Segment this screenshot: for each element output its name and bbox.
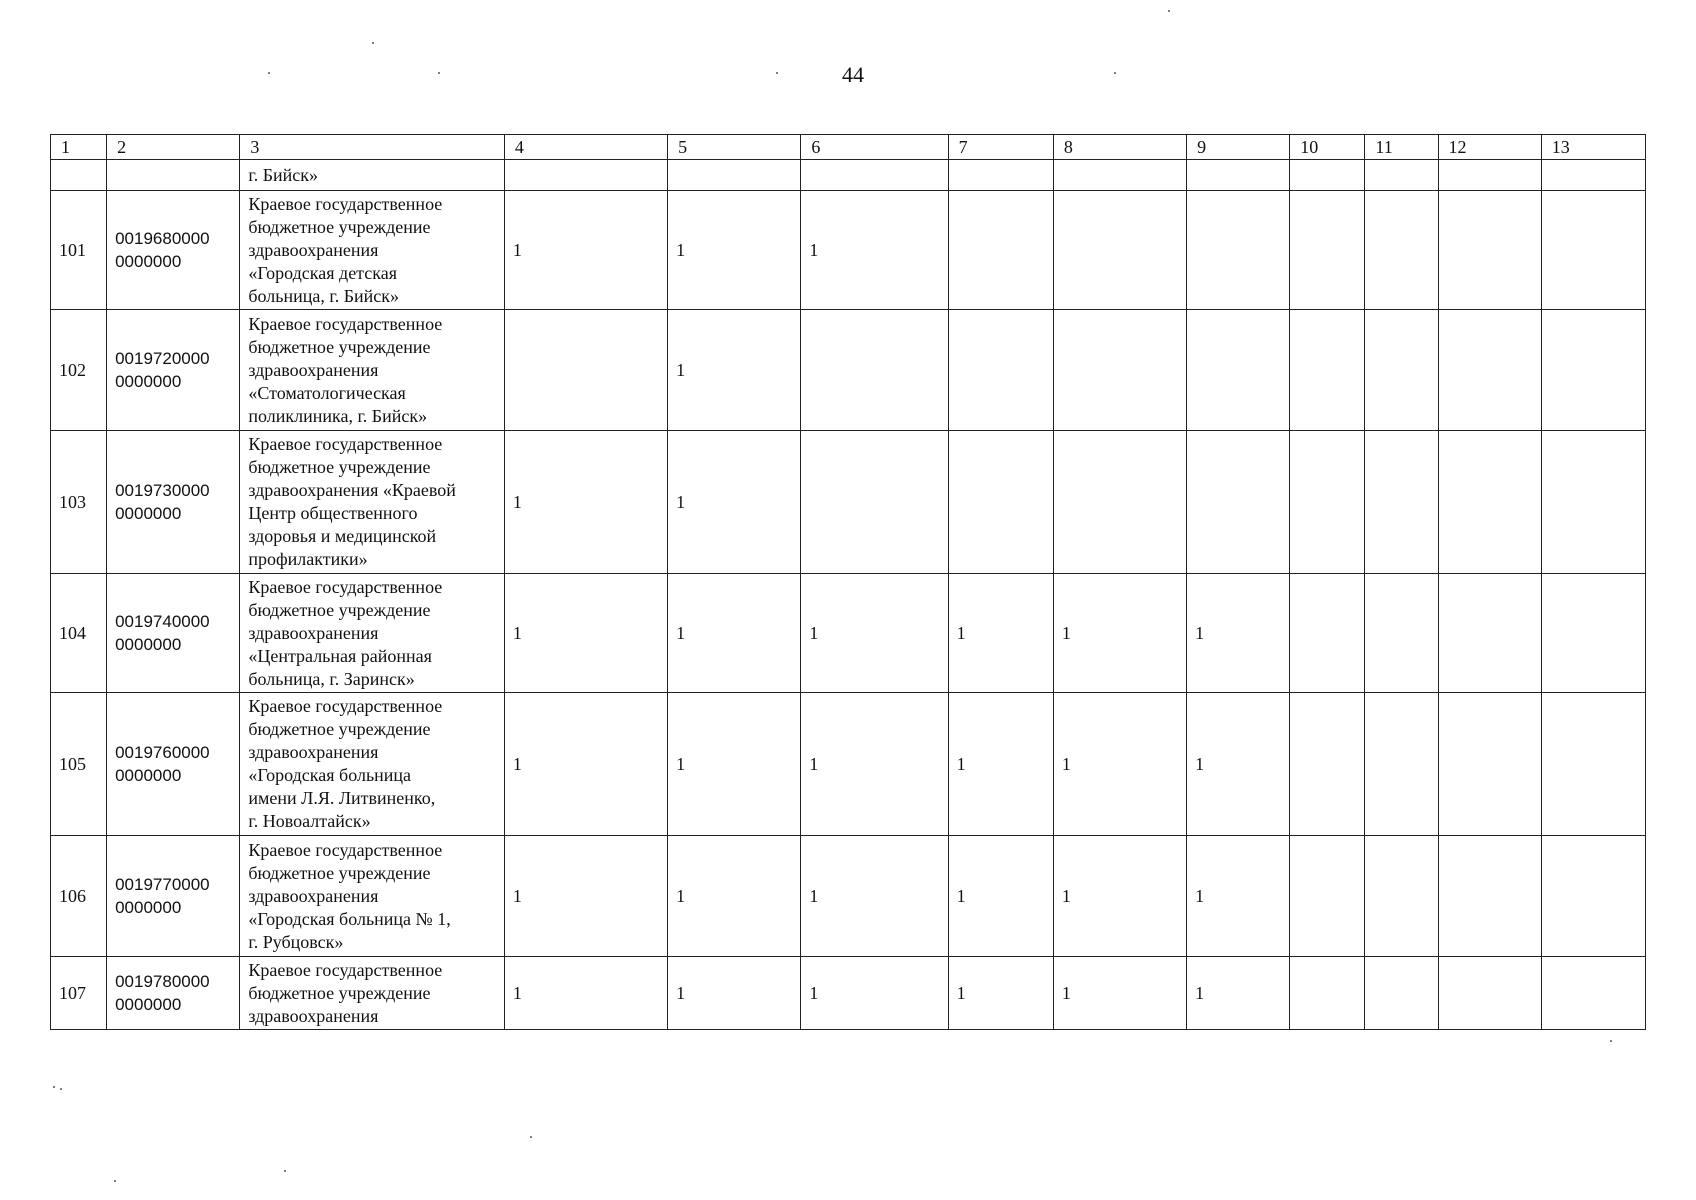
value-cell-5: 1 xyxy=(668,310,801,431)
code-line: 0019770000 xyxy=(115,875,210,894)
value-cell-10 xyxy=(1290,431,1365,574)
scan-speck xyxy=(530,1136,532,1138)
value-cell-10 xyxy=(1290,693,1365,836)
value-cell-7 xyxy=(948,191,1053,310)
code-line: 0000000 xyxy=(115,995,182,1014)
column-number: 2 xyxy=(107,135,240,160)
value-cell-11 xyxy=(1365,836,1438,957)
value-cell-13 xyxy=(1541,957,1645,1030)
value-cell-9 xyxy=(1187,431,1290,574)
code-cell xyxy=(107,310,240,431)
name-line: здравоохранения xyxy=(248,885,379,906)
value-cell-13 xyxy=(1541,693,1645,836)
name-line: здравоохранения xyxy=(248,359,379,380)
name-line: Центр общественного xyxy=(248,503,418,523)
name-line: бюджетное учреждение xyxy=(248,457,431,477)
value-cell-6: 1 xyxy=(801,574,948,693)
value-cell-8 xyxy=(1053,191,1186,310)
value-cell-10 xyxy=(1290,310,1365,431)
cell xyxy=(1541,160,1645,191)
value-cell-12 xyxy=(1438,957,1541,1030)
value-cell-9: 1 xyxy=(1187,957,1290,1030)
value-cell-13 xyxy=(1541,310,1645,431)
scan-speck xyxy=(284,1170,286,1172)
row-number-cell: 107 xyxy=(51,957,107,1030)
row-number-cell: 104 xyxy=(51,574,107,693)
value-cell-11 xyxy=(1365,431,1438,574)
value-cell-11 xyxy=(1365,574,1438,693)
code-line: 0000000 xyxy=(115,372,182,391)
code-line: 0019720000 xyxy=(115,349,210,368)
value-cell-12 xyxy=(1438,836,1541,957)
name-line: здоровья и медицинской xyxy=(248,526,437,546)
name-line: больница, г. Заринск» xyxy=(248,668,415,689)
column-number: 9 xyxy=(1187,135,1290,160)
name-line: здравоохранения xyxy=(248,622,379,643)
column-number: 11 xyxy=(1365,135,1438,160)
name-line: профилактики» xyxy=(248,549,368,569)
value-cell-9 xyxy=(1187,191,1290,310)
name-line: больница, г. Бийск» xyxy=(248,285,400,306)
code-line: 0000000 xyxy=(115,635,182,654)
value-cell-5: 1 xyxy=(668,431,801,574)
code-line: 0000000 xyxy=(115,504,182,523)
scan-speck xyxy=(1168,10,1170,12)
row-number-cell: 101 xyxy=(51,191,107,310)
name-line: Краевое государственное xyxy=(248,696,443,716)
cell xyxy=(1053,160,1186,191)
name-line: г. Рубцовск» xyxy=(248,931,344,952)
value-cell-13 xyxy=(1541,574,1645,693)
name-line: бюджетное учреждение xyxy=(248,599,431,620)
value-cell-6: 1 xyxy=(801,693,948,836)
institution-name-cell xyxy=(240,310,504,431)
column-number: 8 xyxy=(1053,135,1186,160)
value-cell-12 xyxy=(1438,431,1541,574)
value-cell-12 xyxy=(1438,310,1541,431)
value-cell-10 xyxy=(1290,957,1365,1030)
value-cell-6: 1 xyxy=(801,836,948,957)
scan-speck xyxy=(114,1180,116,1182)
page-number: 44 xyxy=(842,62,864,87)
value-cell-6: 1 xyxy=(801,957,948,1030)
column-number: 4 xyxy=(504,135,667,160)
institution-name-cell xyxy=(240,693,504,836)
name-line: «Центральная районная xyxy=(248,645,432,666)
code-line: 0019730000 xyxy=(115,481,210,500)
table-row xyxy=(51,693,1646,836)
cell xyxy=(504,160,667,191)
cell xyxy=(668,160,801,191)
value-cell-11 xyxy=(1365,693,1438,836)
value-cell-12 xyxy=(1438,693,1541,836)
code-line: 0000000 xyxy=(115,252,182,271)
code-cell xyxy=(107,574,240,693)
value-cell-8: 1 xyxy=(1053,693,1186,836)
value-cell-4: 1 xyxy=(504,693,667,836)
scan-speck xyxy=(1114,72,1116,74)
name-line: здравоохранения xyxy=(248,742,379,762)
column-number: 10 xyxy=(1290,135,1365,160)
code-cell xyxy=(107,191,240,310)
value-cell-6 xyxy=(801,310,948,431)
value-cell-5: 1 xyxy=(668,957,801,1030)
value-cell-8 xyxy=(1053,431,1186,574)
value-cell-7: 1 xyxy=(948,836,1053,957)
value-cell-4: 1 xyxy=(504,836,667,957)
name-line: поликлиника, г. Бийск» xyxy=(248,405,428,426)
cell xyxy=(1187,160,1290,191)
value-cell-6: 1 xyxy=(801,191,948,310)
code-cell xyxy=(107,957,240,1030)
name-line: г. Новоалтайск» xyxy=(248,811,371,831)
code-cell xyxy=(107,693,240,836)
scan-speck xyxy=(60,1088,62,1090)
value-cell-9: 1 xyxy=(1187,836,1290,957)
institution-name-cell xyxy=(240,836,504,957)
code-line: 0019740000 xyxy=(115,612,210,631)
value-cell-8 xyxy=(1053,310,1186,431)
value-cell-4: 1 xyxy=(504,191,667,310)
value-cell-9: 1 xyxy=(1187,693,1290,836)
value-cell-8: 1 xyxy=(1053,957,1186,1030)
name-line: здравоохранения xyxy=(248,1005,379,1026)
institution-name-cell xyxy=(240,574,504,693)
code-line: 0019760000 xyxy=(115,743,210,762)
cell xyxy=(1290,160,1365,191)
continued-name-cell: г. Бийск» xyxy=(240,160,504,191)
institution-name-cell xyxy=(240,191,504,310)
name-line: бюджетное учреждение xyxy=(248,216,431,237)
name-line: бюджетное учреждение xyxy=(248,862,431,883)
scan-speck xyxy=(438,72,440,74)
code-cell xyxy=(107,431,240,574)
scan-speck xyxy=(372,42,374,44)
value-cell-8: 1 xyxy=(1053,836,1186,957)
value-cell-10 xyxy=(1290,191,1365,310)
table-row xyxy=(51,431,1646,574)
code-line: 0019680000 xyxy=(115,229,210,248)
value-cell-7: 1 xyxy=(948,574,1053,693)
value-cell-11 xyxy=(1365,957,1438,1030)
value-cell-5: 1 xyxy=(668,191,801,310)
registry-table xyxy=(50,134,1646,1030)
value-cell-8: 1 xyxy=(1053,574,1186,693)
value-cell-12 xyxy=(1438,191,1541,310)
cell xyxy=(801,160,948,191)
code-line: 0000000 xyxy=(115,898,182,917)
column-number: 12 xyxy=(1438,135,1541,160)
scan-speck xyxy=(53,1086,55,1088)
name-line: «Городская детская xyxy=(248,262,398,283)
cell xyxy=(1438,160,1541,191)
table-row xyxy=(51,957,1646,1030)
value-cell-7 xyxy=(948,310,1053,431)
scan-speck xyxy=(776,72,778,74)
value-cell-7: 1 xyxy=(948,693,1053,836)
value-cell-12 xyxy=(1438,574,1541,693)
scan-speck xyxy=(268,72,270,74)
name-line: Краевое государственное xyxy=(248,576,443,597)
value-cell-4 xyxy=(504,310,667,431)
value-cell-4: 1 xyxy=(504,574,667,693)
column-number: 5 xyxy=(668,135,801,160)
column-number: 6 xyxy=(801,135,948,160)
table-body xyxy=(51,135,1646,1030)
column-number: 7 xyxy=(948,135,1053,160)
value-cell-9: 1 xyxy=(1187,574,1290,693)
name-line: Краевое государственное xyxy=(248,434,443,454)
value-cell-11 xyxy=(1365,310,1438,431)
value-cell-10 xyxy=(1290,836,1365,957)
value-cell-4: 1 xyxy=(504,957,667,1030)
code-line: 0000000 xyxy=(115,766,182,785)
value-cell-11 xyxy=(1365,191,1438,310)
value-cell-10 xyxy=(1290,574,1365,693)
value-cell-9 xyxy=(1187,310,1290,431)
value-cell-6 xyxy=(801,431,948,574)
table-row xyxy=(51,836,1646,957)
value-cell-5: 1 xyxy=(668,574,801,693)
row-number-cell: 103 xyxy=(51,431,107,574)
name-line: «Стоматологическая xyxy=(248,382,406,403)
row-number-cell: 106 xyxy=(51,836,107,957)
value-cell-13 xyxy=(1541,191,1645,310)
table-row xyxy=(51,191,1646,310)
cell xyxy=(51,160,107,191)
continuation-row xyxy=(51,160,1646,191)
table-row xyxy=(51,310,1646,431)
cell xyxy=(1365,160,1438,191)
value-cell-5: 1 xyxy=(668,836,801,957)
name-line: здравоохранения «Краевой xyxy=(248,480,456,500)
value-cell-5: 1 xyxy=(668,693,801,836)
name-line: «Городская больница № 1, xyxy=(248,908,451,929)
row-number-cell: 105 xyxy=(51,693,107,836)
cell xyxy=(948,160,1053,191)
value-cell-7 xyxy=(948,431,1053,574)
scan-speck xyxy=(1610,1040,1612,1042)
value-cell-13 xyxy=(1541,431,1645,574)
code-line: 0019780000 xyxy=(115,972,210,991)
value-cell-13 xyxy=(1541,836,1645,957)
institution-name-cell xyxy=(240,957,504,1030)
name-line: Краевое государственное xyxy=(248,839,443,860)
name-line: Краевое государственное xyxy=(248,193,443,214)
name-line: Краевое государственное xyxy=(248,959,443,980)
code-cell xyxy=(107,836,240,957)
column-number-row xyxy=(51,135,1646,160)
name-line: имени Л.Я. Литвиненко, xyxy=(248,788,436,808)
column-number: 3 xyxy=(240,135,504,160)
name-line: бюджетное учреждение xyxy=(248,719,431,739)
value-cell-7: 1 xyxy=(948,957,1053,1030)
cell xyxy=(107,160,240,191)
institution-name-cell xyxy=(240,431,504,574)
value-cell-4: 1 xyxy=(504,431,667,574)
name-line: «Городская больница xyxy=(248,765,412,785)
column-number: 13 xyxy=(1541,135,1645,160)
name-line: здравоохранения xyxy=(248,239,379,260)
name-line: бюджетное учреждение xyxy=(248,982,431,1003)
name-line: бюджетное учреждение xyxy=(248,336,431,357)
table-row xyxy=(51,574,1646,693)
name-line: Краевое государственное xyxy=(248,313,443,334)
row-number-cell: 102 xyxy=(51,310,107,431)
column-number: 1 xyxy=(51,135,107,160)
